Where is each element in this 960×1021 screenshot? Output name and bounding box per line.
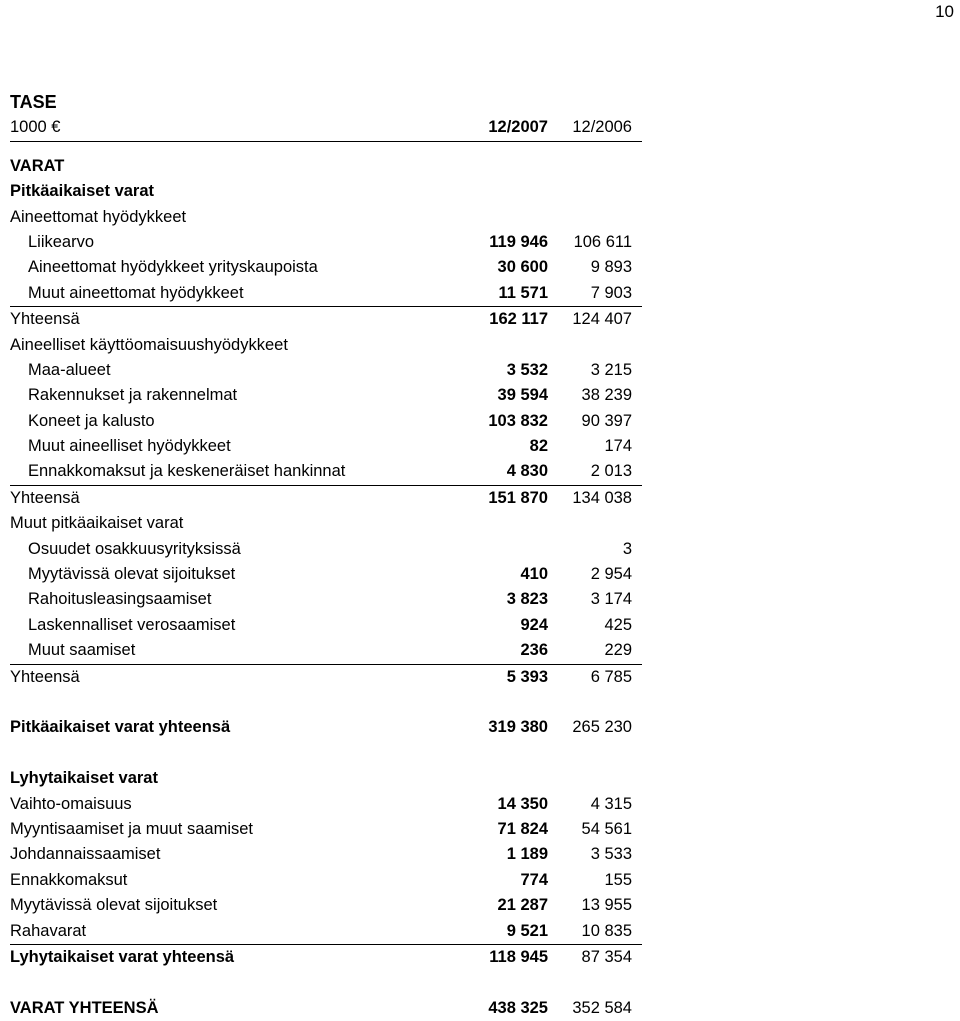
table-row: Maa-alueet 3 532 3 215 — [28, 360, 632, 379]
table-row: Rakennukset ja rakennelmat 39 594 38 239 — [28, 386, 632, 405]
section-heading: Pitkäaikaiset varat — [10, 182, 155, 201]
table-row: Ennakkomaksut 774 155 — [10, 870, 632, 889]
column-header-previous: 12/2006 — [572, 118, 632, 137]
sheet-title: TASE — [10, 92, 57, 112]
balance-sheet — [10, 90, 642, 1021]
section-heading: Lyhytaikaiset varat — [10, 769, 158, 788]
table-row: Koneet ja kalusto 103 832 90 397 — [28, 411, 632, 430]
subtotal-row: Yhteensä 5 393 6 785 — [10, 667, 632, 686]
section-heading: VARAT — [10, 156, 65, 175]
column-header-row — [10, 115, 642, 141]
table-row: Vaihto-omaisuus 14 350 4 315 — [10, 794, 632, 813]
grand-total-row: VARAT YHTEENSÄ 438 325 352 584 — [10, 998, 632, 1017]
group-heading: Aineelliset käyttöomaisuushyödykkeet — [10, 335, 288, 354]
total-row: Lyhytaikaiset varat yhteensä 118 945 87 354 — [10, 947, 632, 966]
table-row: Muut saamiset 236 229 — [10, 638, 642, 664]
table-row: Ennakkomaksut ja keskeneräiset hankinnat 4 830 2 013 — [10, 459, 642, 485]
table-row: Johdannaissaamiset 1 189 3 533 — [10, 845, 632, 864]
subtotal-row: Yhteensä 151 870 134 038 — [10, 488, 632, 507]
page-number: 10 — [935, 2, 954, 21]
table-row: Liikearvo 119 946 106 611 — [28, 232, 632, 251]
sheet-title-row — [10, 90, 642, 115]
table-row: Rahoitusleasingsaamiset 3 823 3 174 — [28, 590, 632, 609]
table-row: Muut aineettomat hyödykkeet 11 571 7 903 — [10, 281, 642, 307]
total-row: Pitkäaikaiset varat yhteensä 319 380 265 230 — [10, 718, 632, 737]
table-row: Rahavarat 9 521 10 835 — [10, 919, 642, 945]
table-row: Osuudet osakkuusyrityksissä 3 — [28, 539, 632, 558]
subtotal-row: Yhteensä 162 117 124 407 — [10, 310, 632, 329]
table-row: Muut aineelliset hyödykkeet 82 174 — [28, 437, 632, 456]
table-row: Myytävissä olevat sijoitukset 21 287 13 955 — [10, 896, 632, 915]
table-row: Aineettomat hyödykkeet yrityskaupoista 30 600 9 893 — [28, 258, 632, 277]
unit-label: 1000 € — [10, 118, 61, 137]
table-row: Myyntisaamiset ja muut saamiset 71 824 54 561 — [10, 819, 632, 838]
table-row: Myytävissä olevat sijoitukset 410 2 954 — [28, 565, 632, 584]
group-heading: Aineettomat hyödykkeet — [10, 207, 187, 226]
table-row: Laskennalliset verosaamiset 924 425 — [28, 615, 632, 634]
group-heading: Muut pitkäaikaiset varat — [10, 514, 184, 533]
column-header-current: 12/2007 — [488, 118, 548, 137]
